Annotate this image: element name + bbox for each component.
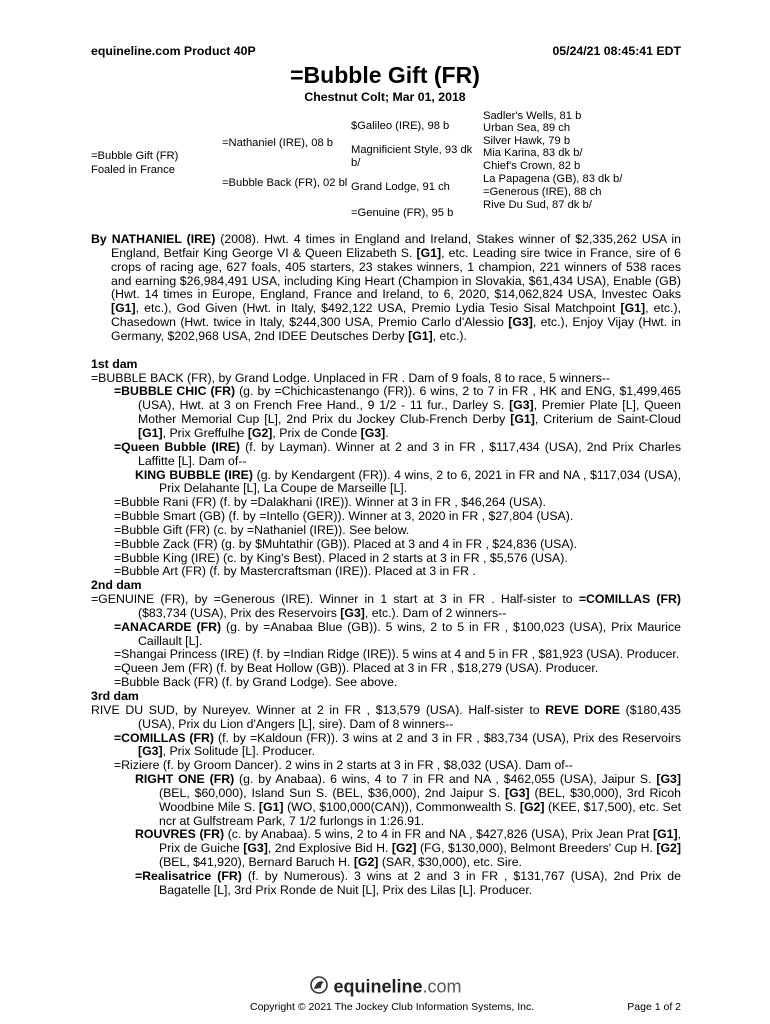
text-span: (g. by =Chichicastenango (FR)). 6 wins, 2 to 7 in FR , HK and ENG, $1,499,465 (USA), Hwt. at 3 on French Free Hand., 9 1/2 - 11 fur., Darley S. bbox=[138, 384, 681, 413]
pedigree-gen4-2: Urban Sea, 89 ch bbox=[483, 122, 571, 134]
text-span: (2008). Hwt. 4 times in England and Ireland, Stakes winner of $2,335,262 USA in England, Betfair King George VI & Queen Elizabeth S. bbox=[111, 232, 681, 260]
text-span: (g. by =Anabaa Blue (GB)). 5 wins, 2 to 5 in FR , $100,023 (USA), Prix Maurice Caillault [L]. bbox=[138, 619, 682, 648]
grade-g1: [G1] bbox=[111, 301, 136, 316]
text-span: =GENUINE (FR), by =Generous (IRE). Winner in 1 start at 3 in FR . Half-sister to bbox=[91, 592, 579, 607]
produce-item: =Bubble Rani (FR) (f. by =Dalakhani (IRE)). Winner at 3 in FR , $46,264 (USA). bbox=[114, 495, 546, 510]
text-span: , Criterium de Saint-Cloud bbox=[534, 412, 681, 427]
text-span: (g. by Kendargent (FR)). 4 wins, 2 to 6, 2021 in FR and NA , $117,034 (USA), Prix Delahante [L], La Coupe de Marseille [L]. bbox=[159, 467, 681, 496]
grade-g1: [G1] bbox=[620, 301, 646, 316]
text-span: ($83,734 (USA), Prix des Reservoirs bbox=[138, 605, 341, 620]
horse-title: =Bubble Gift (FR) bbox=[290, 62, 480, 88]
text-span: (BEL, $41,920), Bernard Baruch H. bbox=[159, 855, 354, 870]
grade-g1: [G1] bbox=[138, 425, 163, 440]
pedigree-gen4-5: Chief's Crown, 82 b bbox=[483, 160, 581, 172]
grade-g2: [G2] bbox=[519, 799, 545, 814]
text-span: (WO, $100,000(CAN)), Commonwealth S. bbox=[283, 799, 520, 814]
grade-g1: [G1] bbox=[258, 799, 284, 814]
produce-comillas bbox=[91, 732, 681, 760]
text-span: , etc.), God Given (Hwt. in Italy, $492,122 USA, Premio Lydia Tesio Sisal Matchpoint bbox=[135, 301, 621, 316]
second-dam-heading: 2nd dam bbox=[91, 578, 142, 593]
pedigree-gen4-8: Rive Du Sud, 87 dk b/ bbox=[483, 199, 592, 211]
logo-word: equineline bbox=[333, 976, 423, 997]
horse-name: =COMILLAS (FR) bbox=[114, 730, 214, 745]
produce-item: =Bubble Back (FR) (f. by Grand Lodge). See above. bbox=[114, 675, 398, 690]
text-span: , etc.), Enjoy Vijay (Hwt. in Germany, $202,968 USA, 2nd IDEE Deutsches Derby bbox=[111, 315, 681, 343]
text-span: . bbox=[385, 425, 389, 440]
copyright: Copyright © 2021 The Jockey Club Information Systems, Inc. bbox=[250, 1001, 535, 1013]
produce-rouvres bbox=[91, 828, 681, 870]
text-span: , Prix Solitude [L]. Producer. bbox=[162, 744, 316, 759]
text-span: RIVE DU SUD, by Nureyev. Winner at 2 in FR , $13,579 (USA). Half-sister to bbox=[91, 702, 546, 717]
grade-g1: [G1] bbox=[416, 245, 442, 260]
text-span: (BEL, $30,000), 3rd Ricoh Woodbine Mile S. bbox=[159, 785, 681, 814]
pedigree-dam-dam: =Genuine (FR), 95 b bbox=[351, 207, 454, 219]
text-span: , Premier Plate [L], Queen Mother Memorial Cup [L], 2nd Prix du Jockey Club-French Derby bbox=[138, 398, 681, 427]
produce-bubble-chic bbox=[91, 385, 681, 440]
horse-logo-icon bbox=[308, 976, 330, 999]
grade-g1: [G1] bbox=[652, 827, 678, 842]
grade-g2: [G2] bbox=[247, 425, 273, 440]
text-span: (KEE, $17,500), etc. Set ncr at Gulfstream Park, 7 1/2 furlongs in 1:26.91. bbox=[159, 799, 681, 828]
produce-realisatrice bbox=[91, 870, 681, 898]
produce-riziere: =Riziere (f. by Groom Dancer). 2 wins in 2 starts at 3 in FR , $8,032 (USA). Dam of-- bbox=[114, 758, 573, 773]
text-span: , etc. Leading sire twice in France, sire of 6 crops of racing age, 627 foals, 405 starters, 23 stakes winners, 1 champion, 221 winners of 538 races and earning $26,984,491 USA, including King Heart (Champion in Slovakia, $61,434 USA), Enable (GB) (Hwt. 14 times in Europe, England, France and Ireland, to 6, 2020, $14,062,824 USA, Investec Oaks bbox=[111, 245, 681, 302]
pedigree-sire-sire: $Galileo (IRE), 98 b bbox=[351, 120, 450, 132]
horse-subtitle: Chestnut Colt; Mar 01, 2018 bbox=[304, 90, 466, 104]
second-dam-intro bbox=[91, 593, 681, 621]
text-span: (BEL, $60,000), Island Sun S. (BEL, $36,000), 2nd Jaipur S. bbox=[159, 785, 505, 800]
produce-item: =Queen Jem (FR) (f. by Beat Hollow (GB)). Placed at 3 in FR , $18,279 (USA). Producer. bbox=[114, 661, 599, 676]
grade-g3: [G3] bbox=[509, 398, 534, 413]
pedigree-sire: =Nathaniel (IRE), 08 b bbox=[222, 137, 334, 149]
text-span: (f. by Numerous). 3 wins at 2 and 3 in FR , $131,767 (USA), 2nd Prix de Bagatelle [L], 3rd Prix Ronde de Nuit [L], Prix des Lilas [L]. Producer. bbox=[159, 868, 681, 897]
text-span: (FG, $130,000), Belmont Breeders' Cup H. bbox=[416, 841, 657, 856]
third-dam-heading: 3rd dam bbox=[91, 689, 139, 703]
text-span: , etc.), Chasedown (Hwt. twice in Italy, $244,300 USA, Premio Carlo d'Alessio bbox=[111, 301, 681, 330]
grade-g3: [G3] bbox=[360, 425, 386, 440]
pedigree-subject-foaled: Foaled in France bbox=[91, 164, 175, 176]
text-span: , 2nd Explosive Bid H. bbox=[267, 841, 392, 856]
pedigree-sire-dam: Magnificient Style, 93 dk bbox=[351, 144, 473, 156]
grade-g2: [G2] bbox=[353, 855, 379, 870]
produce-queen-bubble bbox=[91, 441, 681, 469]
equineline-logo bbox=[0, 976, 770, 999]
grade-g3: [G3] bbox=[243, 841, 268, 856]
produce-item: =Shangai Princess (IRE) (f. by =Indian Ridge (IRE)). 5 wins at 4 and 5 in FR , $81,923 (USA). Producer. bbox=[114, 647, 680, 662]
produce-anacarde bbox=[91, 621, 681, 649]
product-header: equineline.com Product 40P bbox=[91, 44, 256, 58]
horse-name: KING BUBBLE (IRE) bbox=[135, 467, 253, 482]
horse-name: RIGHT ONE (FR) bbox=[135, 772, 235, 787]
horse-name: ROUVRES (FR) bbox=[135, 827, 225, 842]
text-span: (f. by Layman). Winner at 2 and 3 in FR , $117,434 (USA), 2nd Prix Charles Laffitte [L]. Dam of-- bbox=[138, 439, 682, 468]
text-span: , Prix de Guiche bbox=[159, 827, 681, 856]
pedigree-dam-sire: Grand Lodge, 91 ch bbox=[351, 181, 450, 193]
horse-name: =COMILLAS (FR) bbox=[578, 592, 682, 607]
first-dam-heading: 1st dam bbox=[91, 356, 138, 371]
text-span: (g. by Anabaa). 6 wins, 4 to 7 in FR and NA , $462,055 (USA), Jaipur S. bbox=[234, 772, 657, 787]
grade-g3: [G3] bbox=[656, 772, 681, 787]
horse-name: =ANACARDE (FR) bbox=[114, 619, 222, 634]
horse-name: REVE DORE bbox=[545, 702, 620, 717]
page-number: Page 1 of 2 bbox=[627, 1001, 681, 1013]
produce-item: =Bubble Art (FR) (f. by Mastercraftsman (IRE)). Placed at 3 in FR . bbox=[114, 564, 476, 579]
grade-g3: [G3] bbox=[505, 785, 530, 800]
grade-g2: [G2] bbox=[656, 841, 681, 856]
produce-item: =Bubble Smart (GB) (f. by =Intello (GER)). Winner at 3, 2020 in FR , $27,804 (USA). bbox=[114, 509, 574, 524]
produce-item: =Bubble King (IRE) (c. by King's Best). Placed in 2 starts at 3 in FR , $5,576 (USA). bbox=[114, 550, 568, 565]
report-datetime: 05/24/21 08:45:41 EDT bbox=[552, 44, 681, 58]
text-span: (f. by =Kaldoun (FR)). 3 wins at 2 and 3 in FR , $83,734 (USA), Prix des Reservoirs bbox=[214, 730, 681, 745]
pedigree-subject-name: =Bubble Gift (FR) bbox=[91, 150, 179, 162]
text-span: , etc.). bbox=[432, 328, 467, 343]
sire-name: By NATHANIEL (IRE) bbox=[91, 232, 216, 246]
text-span: , Prix Greffulhe bbox=[162, 425, 248, 440]
pedigree-gen4-4: Mia Karina, 83 dk b/ bbox=[483, 147, 583, 159]
text-span: , etc.). Dam of 2 winners-- bbox=[364, 605, 507, 620]
grade-g2: [G2] bbox=[391, 841, 417, 856]
pedigree-gen4-3: Silver Hawk, 79 b bbox=[483, 135, 571, 147]
first-dam-intro: =BUBBLE BACK (FR), by Grand Lodge. Unplaced in FR . Dam of 9 foals, 8 to race, 5 winners-- bbox=[91, 370, 611, 385]
catalogue-body bbox=[91, 233, 681, 898]
grade-g1: [G1] bbox=[408, 328, 433, 343]
text-span: , Prix de Conde bbox=[272, 425, 361, 440]
pedigree-gen4-1: Sadler's Wells, 81 b bbox=[483, 110, 582, 122]
pedigree-gen4-6: La Papagena (GB), 83 dk b/ bbox=[483, 173, 623, 185]
text-span: (SAR, $30,000), etc. Sire. bbox=[378, 855, 522, 870]
grade-g3: [G3] bbox=[340, 605, 365, 620]
text-span: ($180,435 (USA), Prix du Lion d'Angers [L], sire). Dam of 8 winners-- bbox=[138, 702, 681, 731]
sire-paragraph bbox=[91, 233, 681, 344]
logo-suffix: .com bbox=[422, 976, 462, 997]
pedigree-gen4-7: =Generous (IRE), 88 ch bbox=[483, 186, 602, 198]
produce-item: =Bubble Gift (FR) (c. by =Nathaniel (IRE)). See below. bbox=[114, 522, 410, 537]
third-dam-intro bbox=[91, 704, 681, 732]
produce-king-bubble bbox=[91, 469, 681, 497]
produce-item: =Bubble Zack (FR) (g. by $Muhtathir (GB)). Placed at 3 and 4 in FR , $24,836 (USA). bbox=[114, 536, 578, 551]
pedigree-dam: =Bubble Back (FR), 02 bl bbox=[222, 177, 348, 189]
pedigree-sire-dam-color: b/ bbox=[351, 157, 361, 169]
grade-g3: [G3] bbox=[508, 315, 533, 330]
text-span: (c. by Anabaa). 5 wins, 2 to 4 in FR and NA , $427,826 (USA), Prix Jean Prat bbox=[224, 827, 653, 842]
horse-name: =Realisatrice (FR) bbox=[135, 868, 242, 883]
horse-name: =Queen Bubble (IRE) bbox=[114, 439, 241, 454]
produce-right-one bbox=[91, 773, 681, 828]
grade-g3: [G3] bbox=[138, 744, 163, 759]
horse-name: =BUBBLE CHIC (FR) bbox=[114, 384, 236, 399]
grade-g1: [G1] bbox=[510, 412, 535, 427]
